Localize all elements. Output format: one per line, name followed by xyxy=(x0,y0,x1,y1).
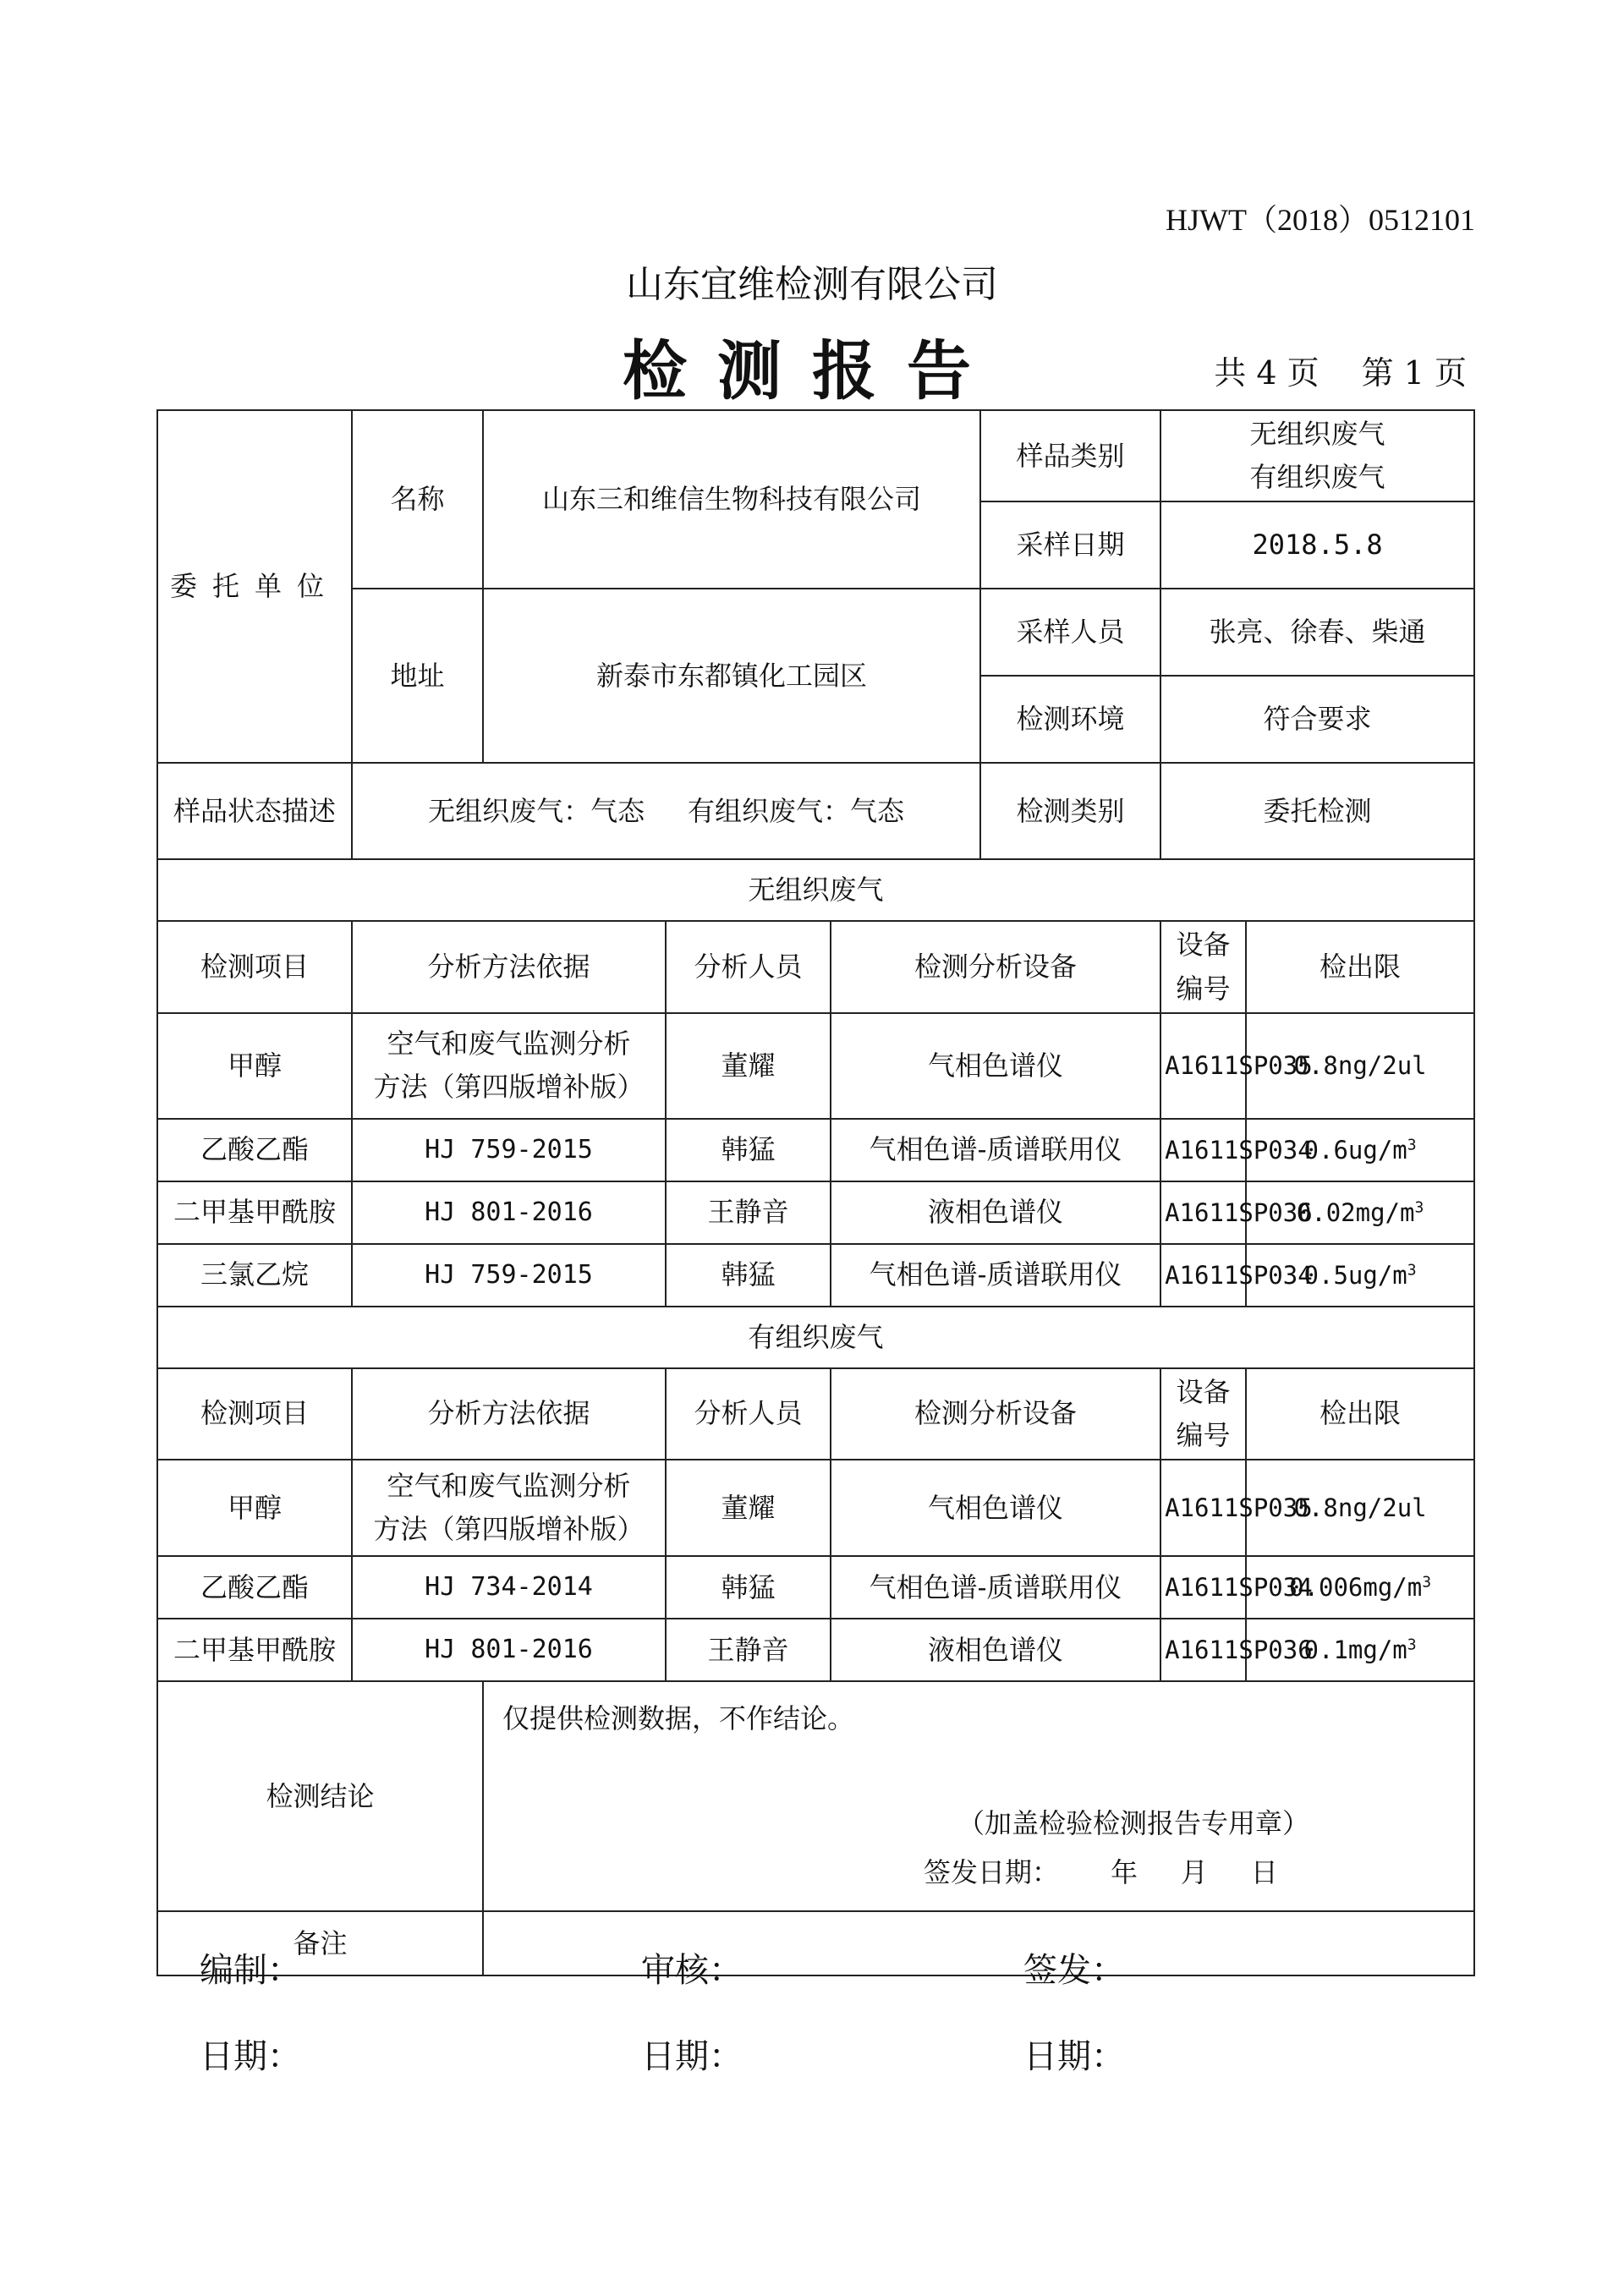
issue-date: 签发日期： 年 月 日 xyxy=(924,1856,1278,1889)
section-heading-organized: 有组织废气 xyxy=(157,1307,1474,1368)
device-no-cell: A1611SP035 xyxy=(1160,1013,1246,1119)
approved-by-label: 签发： xyxy=(1023,1951,1125,1990)
company-name: 山东宜维检测有限公司 xyxy=(626,263,998,306)
limit-exponent: 3 xyxy=(1407,1135,1417,1153)
device-no-cell: A1611SP035 xyxy=(1160,1460,1246,1556)
limit-exponent: 3 xyxy=(1407,1260,1417,1279)
device-cell: 液相色谱仪 xyxy=(831,1619,1160,1681)
item-cell: 二甲基甲酰胺 xyxy=(157,1619,352,1681)
col-header-device: 检测分析设备 xyxy=(831,921,1160,1012)
limit-value: 0.8ng/2ul xyxy=(1293,1051,1427,1081)
limit-exponent: 3 xyxy=(1422,1573,1432,1592)
sampling-staff: 张亮、徐春、柴通 xyxy=(1160,589,1474,676)
device-cell: 气相色谱仪 xyxy=(831,1460,1160,1556)
table-row xyxy=(157,1119,1474,1181)
environment-value: 符合要求 xyxy=(1160,676,1474,763)
table-row xyxy=(157,1244,1474,1307)
method-cell: HJ 759-2015 xyxy=(352,1244,666,1307)
report-number: HJWT（2018）0512101 xyxy=(1166,203,1475,237)
analyst-cell: 王静音 xyxy=(666,1619,831,1681)
analyst-cell: 韩猛 xyxy=(666,1119,831,1181)
approved-date-label: 日期： xyxy=(1023,2037,1125,2076)
method-line-2: 方法（第四版增补版） xyxy=(373,1513,645,1546)
limit-value: 0.02mg/m xyxy=(1296,1197,1415,1227)
table-row xyxy=(157,1619,1474,1681)
col-header-limit: 检出限 xyxy=(1246,1368,1474,1460)
table-row xyxy=(157,1460,1474,1556)
method-line-1: 空气和废气监测分析 xyxy=(387,1027,631,1060)
sample-type-1: 无组织废气 xyxy=(1249,418,1385,450)
col-header-method: 分析方法依据 xyxy=(352,1368,666,1460)
col-header-device-no: 设备编号 xyxy=(1160,921,1246,1012)
col-header-analyst: 分析人员 xyxy=(666,1368,831,1460)
sampling-date-label: 采样日期 xyxy=(980,501,1160,589)
total-pages: 共 4 页 xyxy=(1214,354,1320,392)
device-cell: 气相色谱-质谱联用仪 xyxy=(831,1244,1160,1307)
sampling-date: 2018.5.8 xyxy=(1160,501,1474,589)
device-cell: 液相色谱仪 xyxy=(831,1181,1160,1244)
col-header-device-no: 设备编号 xyxy=(1160,1368,1246,1460)
limit-exponent: 3 xyxy=(1414,1197,1424,1216)
col-header-limit: 检出限 xyxy=(1246,921,1474,1012)
stamp-note: （加盖检验检测报告专用章） xyxy=(957,1807,1310,1840)
method-cell: HJ 801-2016 xyxy=(352,1619,666,1681)
item-cell: 三氯乙烷 xyxy=(157,1244,352,1307)
limit-exponent: 3 xyxy=(1407,1636,1417,1654)
method-cell: HJ 759-2015 xyxy=(352,1119,666,1181)
report-table xyxy=(156,409,1475,1976)
device-no-cell: A1611SP036 xyxy=(1160,1619,1246,1681)
test-type: 委托检测 xyxy=(1160,763,1474,859)
table-row xyxy=(157,1013,1474,1119)
sample-state-label: 样品状态描述 xyxy=(157,763,352,859)
remarks-label: 备注 xyxy=(157,1911,483,1975)
method-cell xyxy=(352,1013,666,1119)
prepared-by-label: 编制： xyxy=(200,1951,301,1990)
page-info xyxy=(1214,347,1467,393)
limit-value: 0.1mg/m xyxy=(1303,1635,1407,1664)
limit-value: 0.8ng/2ul xyxy=(1293,1493,1427,1522)
client-label: 委托单位 xyxy=(157,410,352,763)
prepared-date-label: 日期： xyxy=(200,2037,301,2076)
col-header-item: 检测项目 xyxy=(157,1368,352,1460)
item-cell: 二甲基甲酰胺 xyxy=(157,1181,352,1244)
client-address: 新泰市东都镇化工园区 xyxy=(483,589,980,763)
analyst-cell: 韩猛 xyxy=(666,1556,831,1619)
client-name: 山东三和维信生物科技有限公司 xyxy=(483,410,980,589)
item-cell: 乙酸乙酯 xyxy=(157,1556,352,1619)
reviewed-by-label: 审核： xyxy=(641,1951,743,1990)
analyst-cell: 王静音 xyxy=(666,1181,831,1244)
sample-type-value xyxy=(1160,410,1474,501)
item-cell: 甲醇 xyxy=(157,1013,352,1119)
section-heading-unorganized: 无组织废气 xyxy=(157,859,1474,921)
limit-value: 0.5ug/m xyxy=(1303,1260,1407,1290)
remarks-value xyxy=(483,1911,1474,1975)
sample-type-2: 有组织废气 xyxy=(1249,461,1385,494)
page-number: 第 1 页 xyxy=(1361,354,1467,392)
conclusion-label: 检测结论 xyxy=(157,1681,483,1911)
col-header-analyst: 分析人员 xyxy=(666,921,831,1012)
method-cell xyxy=(352,1460,666,1556)
col-header-method: 分析方法依据 xyxy=(352,921,666,1012)
name-label: 名称 xyxy=(352,410,483,589)
device-cell: 气相色谱仪 xyxy=(831,1013,1160,1119)
limit-value: 0.6ug/m xyxy=(1303,1135,1407,1164)
device-cell: 气相色谱-质谱联用仪 xyxy=(831,1556,1160,1619)
item-cell: 甲醇 xyxy=(157,1460,352,1556)
table-row xyxy=(157,1556,1474,1619)
analyst-cell: 韩猛 xyxy=(666,1244,831,1307)
method-cell: HJ 734-2014 xyxy=(352,1556,666,1619)
method-line-1: 空气和废气监测分析 xyxy=(387,1469,631,1502)
analyst-cell: 董耀 xyxy=(666,1013,831,1119)
device-no-cell: A1611SP034 xyxy=(1160,1244,1246,1307)
col-header-device: 检测分析设备 xyxy=(831,1368,1160,1460)
col-header-item: 检测项目 xyxy=(157,921,352,1012)
conclusion-cell xyxy=(483,1681,1474,1911)
method-cell: HJ 801-2016 xyxy=(352,1181,666,1244)
conclusion-text: 仅提供检测数据，不作结论。 xyxy=(502,1702,855,1735)
sample-state: 无组织废气：气态 有组织废气：气态 xyxy=(352,763,980,859)
device-cell: 气相色谱-质谱联用仪 xyxy=(831,1119,1160,1181)
address-label: 地址 xyxy=(352,589,483,763)
reviewed-date-label: 日期： xyxy=(641,2037,743,2076)
limit-value: 0.006mg/m xyxy=(1289,1572,1423,1602)
device-no-cell: A1611SP034 xyxy=(1160,1119,1246,1181)
sample-type-label: 样品类别 xyxy=(980,410,1160,501)
test-type-label: 检测类别 xyxy=(980,763,1160,859)
environment-label: 检测环境 xyxy=(980,676,1160,763)
device-no-cell: A1611SP036 xyxy=(1160,1181,1246,1244)
report-title: 检测报告 xyxy=(623,333,1001,408)
device-no-cell: A1611SP034 xyxy=(1160,1556,1246,1619)
analyst-cell: 董耀 xyxy=(666,1460,831,1556)
sampling-staff-label: 采样人员 xyxy=(980,589,1160,676)
item-cell: 乙酸乙酯 xyxy=(157,1119,352,1181)
table-row xyxy=(157,1181,1474,1244)
method-line-2: 方法（第四版增补版） xyxy=(373,1071,645,1104)
